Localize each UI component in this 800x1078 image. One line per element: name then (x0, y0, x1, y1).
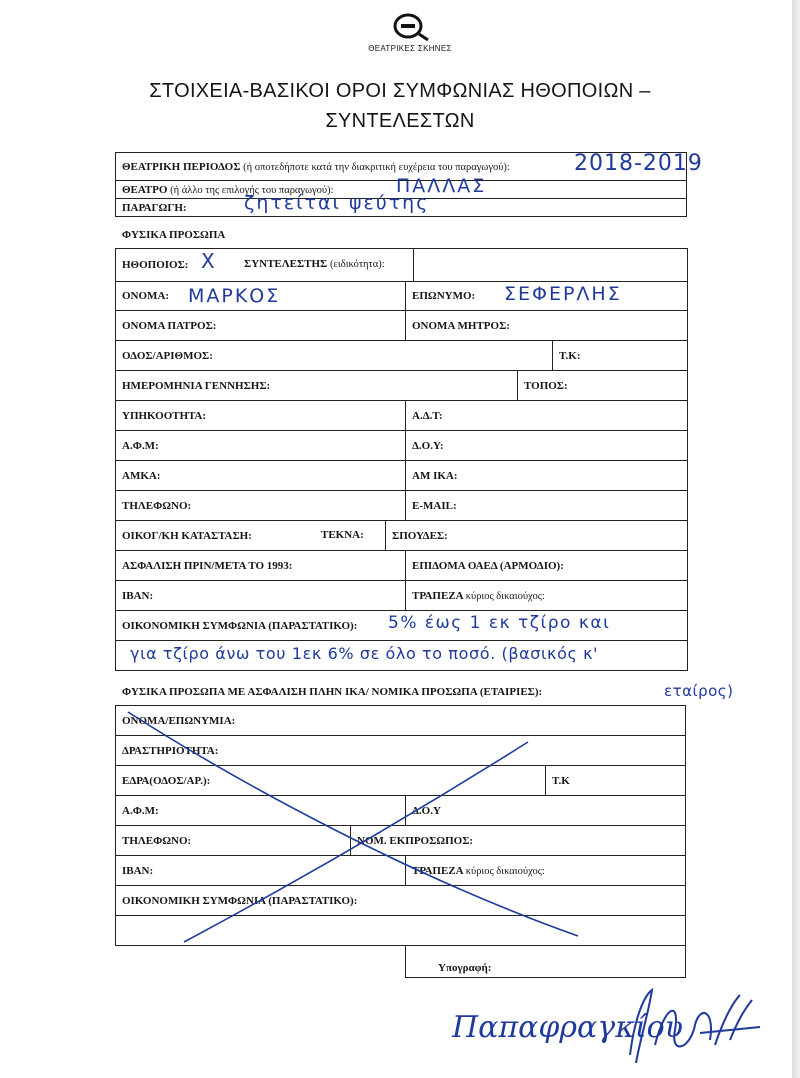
street-label: ΟΔΟΣ/ΑΡΙΘΜΟΣ: (122, 349, 213, 362)
finance-label: ΟΙΚΟΝΟΜΙΚΗ ΣΥΜΦΩΝΙΑ (ΠΑΡΑΣΤΑΤΙΚΟ): (122, 619, 358, 632)
studies-label: ΣΠΟΥΔΕΣ: (392, 529, 448, 542)
bank-cell (406, 581, 688, 611)
surname-label: ΕΠΩΝΥΜΟ: (412, 290, 476, 302)
signature-label: Υπογραφή: (438, 962, 492, 974)
company-name-label: ΟΝΟΜΑ/ΕΠΩΝΥΜΙΑ: (122, 714, 236, 727)
company-iban-label: IBAN: (122, 864, 154, 877)
signature-text: Παπαφραγκίου (452, 1010, 683, 1045)
citizenship-cell (116, 401, 406, 431)
company-postcode-label: Τ.Κ (552, 774, 570, 787)
company-name-cell (116, 706, 686, 736)
insurance-cell (116, 551, 406, 581)
postcode-label: Τ.Κ: (559, 349, 581, 362)
birthdate-label: ΗΜΕΡΟΜΗΝΙΑ ΓΕΝΝΗΣΗΣ: (122, 379, 271, 392)
id-label: Α.Δ.Τ: (412, 409, 443, 422)
oaed-label: ΕΠΙΔΟΜΑ ΟΑΕΔ (ΑΡΜΟΔΙΟ): (412, 559, 564, 572)
season-label: ΘΕΑΤΡΙΚΗ ΠΕΡΙΟΔΟΣ (122, 160, 241, 173)
theatre-note: (ή άλλο της επιλογής του παραγωγού): (170, 184, 334, 196)
production-label: ΠΑΡΑΓΩΓΗ: (122, 201, 187, 214)
company-iban-cell (116, 856, 406, 886)
surname-value[interactable]: ΣΕΦΕΡΛΗΣ (504, 283, 622, 305)
natural-persons-table (115, 248, 688, 671)
id-cell (406, 401, 688, 431)
insurance-label: ΑΣΦΑΛΙΣΗ ΠΡΙΝ/ΜΕΤΑ ΤΟ 1993: (122, 559, 293, 572)
natural-persons-heading: ΦΥΣΙΚΑ ΠΡΟΣΩΠΑ (122, 229, 226, 241)
iban-label: IBAN: (122, 589, 154, 602)
afm-cell (116, 431, 406, 461)
amka-cell (116, 461, 406, 491)
actor-label: ΗΘΟΠΟΙΟΣ: (122, 259, 189, 271)
finance-continuation-row (116, 641, 688, 671)
company-bank-label: ΤΡΑΠΕΖΑ (412, 864, 463, 877)
contributor-note: (ειδικότητα): (330, 259, 385, 270)
afm-label: Α.Φ.Μ: (122, 439, 159, 452)
email-cell (406, 491, 688, 521)
surname-cell (406, 282, 688, 311)
company-finance-cell (116, 886, 686, 916)
actor-checkmark[interactable]: X (201, 249, 217, 273)
birthdate-cell (116, 371, 518, 401)
finance-handwriting-line2[interactable]: για τζίρο άνω του 1εκ 6% σε όλο το ποσό. (βασικός κ' (130, 644, 599, 663)
document-title-line1: ΣΤΟΙΧΕΙΑ-ΒΑΣΙΚΟΙ ΟΡΟΙ ΣΥΜΦΩΝΙΑΣ ΗΘΟΠΟΙΩΝ – (149, 80, 651, 102)
finance-handwriting-line1[interactable]: 5% έως 1 εκ τζίρο και (388, 613, 611, 633)
theatre-value[interactable]: ΠΑΛΛΑΣ (396, 175, 487, 197)
mother-cell (406, 311, 688, 341)
company-finance-blank-row (116, 916, 686, 946)
iban-cell (116, 581, 406, 611)
mask-logo-icon (388, 12, 432, 42)
postcode-cell (553, 341, 688, 371)
season-note: (ή οποτεδήποτε κατά την διακριτική ευχέρεια του παραγωγού): (243, 161, 510, 173)
signature-drawing (430, 985, 780, 1070)
father-cell (116, 311, 406, 341)
companies-table (115, 705, 686, 978)
place-cell (518, 371, 688, 401)
name-cell (116, 282, 406, 311)
oaed-cell (406, 551, 688, 581)
finance-handwriting-line3: εταίρος) (664, 682, 734, 700)
company-seat-label: ΕΔΡΑ(ΟΔΟΣ/ΑΡ.): (122, 774, 211, 787)
bank-note: κύριος δικαιούχος: (465, 590, 545, 602)
doy-label: Δ.Ο.Υ: (412, 439, 444, 452)
company-doy-cell (406, 796, 686, 826)
father-label: ΟΝΟΜΑ ΠΑΤΡΟΣ: (122, 319, 217, 332)
role-row (116, 249, 688, 282)
page-shadow-edge (792, 0, 800, 1078)
family-status-label: ΟΙΚΟΓ/ΚΗ ΚΑΤΑΣΤΑΣΗ: (122, 529, 252, 542)
company-rep-cell (351, 826, 686, 856)
doy-cell (406, 431, 688, 461)
name-label: ΟΝΟΜΑ: (122, 290, 170, 302)
production-value[interactable]: ζητείται ψεύτης (244, 192, 430, 214)
company-seat-cell (116, 766, 546, 796)
production-row (116, 192, 687, 217)
family-status-cell (116, 521, 386, 551)
studies-cell (386, 521, 688, 551)
company-bank-note: κύριος δικαιούχος: (465, 865, 545, 877)
logo-text: ΘΕΑΤΡΙΚΕΣ ΣΚΗΝΕΣ (368, 44, 452, 53)
season-value[interactable]: 2018-2019 (574, 151, 703, 176)
street-cell (116, 341, 553, 371)
header-table (115, 151, 703, 217)
company-finance-label: ΟΙΚΟΝΟΜΙΚΗ ΣΥΜΦΩΝΙΑ (ΠΑΡΑΣΤΑΤΙΚΟ): (122, 894, 358, 907)
company-doy-label: Δ.Ο.Υ (412, 804, 441, 817)
phone-label: ΤΗΛΕΦΩΝΟ: (122, 499, 192, 512)
company-rep-label: ΝΟΜ. ΕΚΠΡΟΣΩΠΟΣ: (357, 834, 474, 847)
theatre-logo (350, 12, 470, 60)
name-value[interactable]: ΜΑΡΚΟΣ (188, 285, 281, 307)
company-afm-cell (116, 796, 406, 826)
citizenship-label: ΥΠΗΚΟΟΤΗΤΑ: (122, 409, 207, 422)
company-phone-cell (116, 826, 351, 856)
contributor-label: ΣΥΝΤΕΛΕΣΤΗΣ (244, 258, 328, 270)
company-activity-label: ΔΡΑΣΤΗΡΙΟΤΗΤΑ: (122, 744, 219, 757)
company-activity-cell (116, 736, 686, 766)
bank-label: ΤΡΑΠΕΖΑ (412, 589, 463, 602)
document-title-line2: ΣΥΝΤΕΛΕΣΤΩΝ (325, 110, 475, 132)
amka-label: ΑΜΚΑ: (122, 469, 161, 482)
theatre-label: ΘΕΑΤΡΟ (122, 183, 168, 196)
email-label: E-MAIL: (412, 499, 457, 512)
children-label: ΤΕΚΝΑ: (321, 529, 364, 541)
finance-cell (116, 611, 688, 641)
companies-heading: ΦΥΣΙΚΑ ΠΡΟΣΩΠΑ ΜΕ ΑΣΦΑΛΙΣΗ ΠΛΗΝ ΙΚΑ/ ΝΟΜΙΚΑ ΠΡΟΣΩΠΑ (ΕΤΑΙΡΙΕΣ): (122, 686, 543, 698)
company-phone-label: ΤΗΛΕΦΩΝΟ: (122, 834, 192, 847)
company-afm-label: Α.Φ.Μ: (122, 804, 159, 817)
signature-spacer (116, 946, 406, 978)
company-bank-cell (406, 856, 686, 886)
amika-label: ΑΜ ΙΚΑ: (412, 469, 458, 482)
phone-cell (116, 491, 406, 521)
company-postcode-cell (546, 766, 686, 796)
mother-label: ΟΝΟΜΑ ΜΗΤΡΟΣ: (412, 319, 510, 332)
amika-cell (406, 461, 688, 491)
place-label: ΤΟΠΟΣ: (524, 379, 568, 392)
